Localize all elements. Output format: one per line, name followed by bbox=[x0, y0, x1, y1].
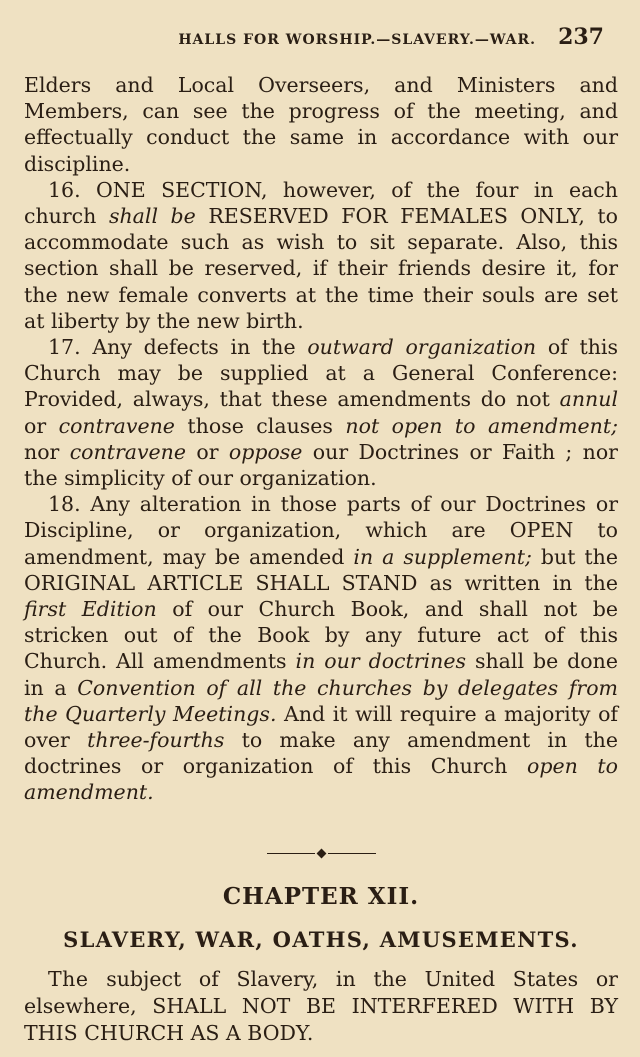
paragraph-17-text-c: of this Church may be supplied at a General Conference: Provided, always, that these amendments do not bbox=[24, 335, 618, 412]
page-number: 237 bbox=[558, 24, 604, 50]
paragraph-18-text-i: And it will require a majority of over bbox=[24, 701, 619, 753]
paragraph-18-italic-l: open to amendment. bbox=[24, 754, 618, 805]
paragraph-17-italic-l: oppose bbox=[228, 439, 303, 464]
paragraph-17-text-a: 17. Any defects in the bbox=[48, 335, 308, 360]
chapter-opening-first-word: The bbox=[48, 966, 89, 991]
paragraph-18-text-c: but the ORIGINAL ARTICLE SHALL STAND as written in the bbox=[24, 544, 618, 595]
paragraph-16 bbox=[24, 177, 618, 334]
paragraph-17-text-e: or bbox=[24, 413, 59, 438]
paragraph-18-text-e: of our Church Book, and shall not be stricken out of the Book by any future act of this Church. All amendments bbox=[24, 597, 619, 674]
paragraph-17-text-i: nor bbox=[24, 439, 70, 464]
chapter-heading: CHAPTER XII. bbox=[222, 882, 420, 910]
body-text bbox=[24, 72, 618, 806]
paragraph-17-italic-h: not open to amendment; bbox=[345, 413, 618, 438]
paragraph-16-lead: 16. ONE SECTION, however, of the four in each church bbox=[24, 177, 618, 229]
section-divider bbox=[24, 848, 618, 860]
paragraph-17-italic-b: outward organization bbox=[307, 335, 537, 360]
paragraph-17-italic-f: contravene bbox=[58, 413, 175, 438]
paragraph-18-italic-j: three-fourths bbox=[87, 728, 225, 753]
divider-line-right bbox=[328, 853, 376, 854]
divider-line-left bbox=[267, 853, 315, 854]
paragraph-16-italic: shall be bbox=[108, 204, 196, 229]
paragraph-18 bbox=[24, 491, 618, 805]
paragraph-18-italic-f: in our doctrines bbox=[295, 649, 466, 674]
paragraph-17-text-g: those clauses bbox=[174, 413, 346, 438]
chapter-opening-text: subject of Slavery, in the United States or elsewhere, SHALL NOT BE INTERFERED WITH BY THIS CHURCH AS A BODY. bbox=[24, 966, 618, 1045]
running-head bbox=[24, 24, 618, 56]
paragraph-18-italic-h: Convention of all the churches by delegates from the Quarterly Meetings. bbox=[24, 675, 618, 726]
chapter-opening-paragraph bbox=[24, 966, 618, 1047]
paragraph-17-italic-d: annul bbox=[559, 387, 618, 412]
running-title: HALLS FOR WORSHIP.—SLAVERY.—WAR. bbox=[178, 32, 537, 48]
paragraph-18-italic-d: first Edition bbox=[24, 597, 157, 622]
paragraph-continuation bbox=[24, 72, 618, 177]
paragraph-17-text-k: or bbox=[186, 439, 229, 464]
paragraph-18-text-k: to make any amendment in the doctrines or organization of this Church bbox=[24, 728, 618, 779]
paragraph-17-italic-j: contravene bbox=[69, 439, 187, 464]
paragraph-18-text-g: shall be done in a bbox=[24, 649, 618, 700]
diamond-ornament-icon bbox=[316, 849, 326, 859]
chapter-subtitle: SLAVERY, WAR, OATHS, AMUSEMENTS. bbox=[63, 926, 579, 952]
paragraph-18-italic-b: in a supplement; bbox=[353, 544, 532, 569]
paragraph-18-text-a: 18. Any alteration in those parts of our Doctrines or Discipline, or organization, which are OPEN to amendment, may be amended bbox=[24, 492, 618, 569]
paragraph-16-rest: RESERVED FOR FEMALES ONLY, to accommodate such as wish to sit separate. Also, this section shall be reserved, if their friends desire it, for the new female converts at the time their souls are set at liberty by the new birth. bbox=[24, 204, 618, 333]
paragraph-text: Elders and Local Overseers, and Ministers and Members, can see the progress of the meeting, and effectually conduct the same in accordance with our discipline. bbox=[24, 73, 618, 176]
paragraph-17 bbox=[24, 334, 618, 491]
paragraph-17-text-m: our Doctrines or Faith ; nor the simplicity of our organization. bbox=[24, 439, 618, 491]
